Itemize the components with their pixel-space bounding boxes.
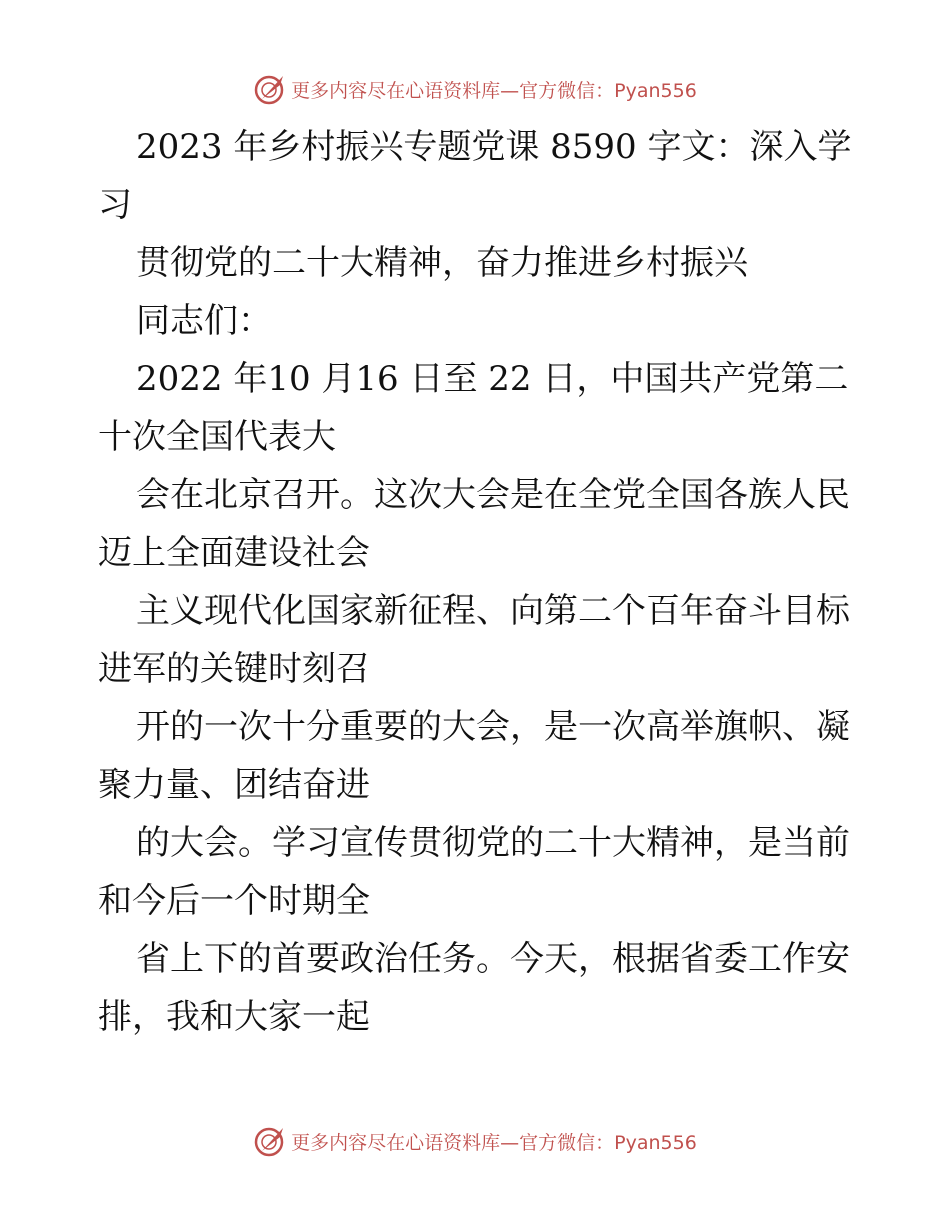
- paragraph-line: 贯彻党的二十大精神，奋力推进乡村振兴: [136, 243, 748, 283]
- paragraph-line: 排，我和大家一起: [98, 997, 370, 1037]
- paragraph-line: 十次全国代表大: [98, 417, 336, 457]
- header-watermark: [0, 72, 950, 106]
- paragraph-line: 的大会。学习宣传贯彻党的二十大精神，是当前: [136, 823, 850, 863]
- footer-watermark: [0, 1124, 950, 1158]
- paragraph-line: 开的一次十分重要的大会，是一次高举旗帜、凝: [136, 707, 850, 747]
- paragraph-line: 2023 年乡村振兴专题党课 8590 字文：深入学: [136, 127, 852, 167]
- paragraph-line: 迈上全面建设社会: [98, 533, 370, 573]
- document-body: [98, 118, 858, 1046]
- quill-pen-seal-icon: [253, 1124, 287, 1158]
- watermark-text: 更多内容尽在心语资料库—官方微信：Pyan556: [291, 1131, 697, 1154]
- paragraph-line: 和今后一个时期全: [98, 881, 370, 921]
- paragraph-line: 主义现代化国家新征程、向第二个百年奋斗目标: [136, 591, 850, 631]
- paragraph-line: 会在北京召开。这次大会是在全党全国各族人民: [136, 475, 850, 515]
- paragraph-line: 进军的关键时刻召: [98, 649, 370, 689]
- paragraph-line: 聚力量、团结奋进: [98, 765, 370, 805]
- paragraph-line: 2022 年10 月16 日至 22 日，中国共产党第二: [136, 359, 849, 399]
- paragraph-line: 同志们：: [136, 301, 272, 341]
- watermark-text: 更多内容尽在心语资料库—官方微信：Pyan556: [291, 79, 697, 102]
- paragraph-line: 习: [98, 185, 132, 225]
- quill-pen-seal-icon: [253, 72, 287, 106]
- paragraph-line: 省上下的首要政治任务。今天，根据省委工作安: [136, 939, 850, 979]
